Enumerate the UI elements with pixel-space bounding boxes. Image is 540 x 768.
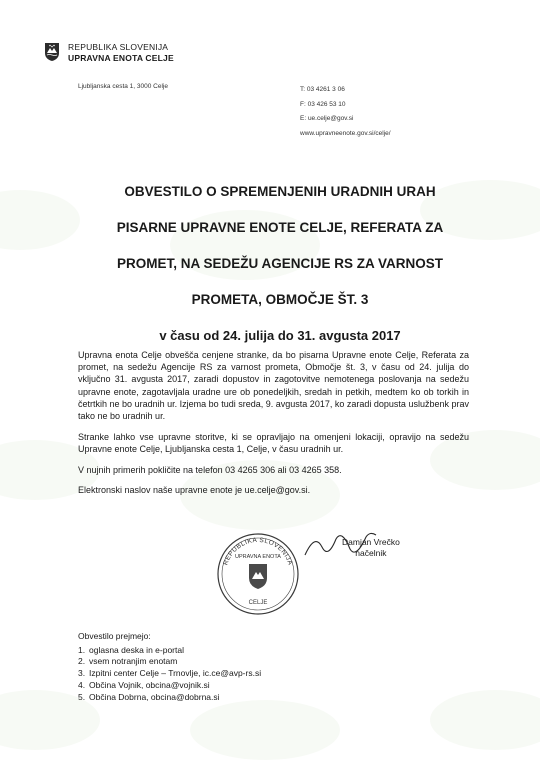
recipient-text: oglasna deska in e-portal	[89, 644, 184, 655]
body-paragraph: V nujnih primerih pokličite na telefon 03 4265 306 ali 03 4265 358.	[78, 464, 342, 475]
recipient-item	[78, 656, 261, 668]
email-address[interactable]: E: ue.celje@gov.si	[300, 115, 354, 122]
recipient-number: 5.	[78, 691, 86, 702]
organization-name	[68, 42, 174, 64]
recipient-text: Izpitni center Celje – Trnovlje, ic.ce@avp-rs.si	[89, 668, 262, 679]
distribution-list	[78, 631, 261, 703]
org-line-1: REPUBLIKA SLOVENIJA	[68, 42, 169, 52]
recipient-number: 3.	[78, 668, 86, 679]
seal-bottom-text: CELJE	[248, 600, 268, 606]
notice-body	[78, 349, 469, 505]
website-link[interactable]: www.upravneenote.gov.si/celje/	[300, 129, 391, 137]
recipient-item	[78, 645, 261, 657]
title-line-2: PISARNE UPRAVNE ENOTE CELJE, REFERATA ZA	[116, 220, 444, 235]
watermark-shape	[430, 690, 540, 750]
recipient-text: vsem notranjim enotam	[89, 656, 178, 667]
seal-arc-text: REPUBLIKA SLOVENIJA	[222, 536, 294, 567]
official-seal	[216, 532, 300, 616]
watermark-shape	[190, 700, 340, 760]
coat-of-arms-icon	[44, 42, 60, 62]
recipient-number: 4.	[78, 679, 86, 690]
title-line-4: PROMETA, OBMOČJE ŠT. 3	[191, 292, 369, 307]
recipient-text: Občina Vojnik, obcina@vojnik.si	[89, 679, 210, 690]
signatory-name: Damjan Vrečko	[342, 537, 400, 547]
contact-block	[300, 83, 391, 141]
recipient-item	[78, 680, 261, 692]
recipient-text: Občina Dobrna, obcina@dobrna.si	[89, 691, 220, 702]
signatory	[342, 537, 400, 559]
recipient-list	[78, 645, 261, 704]
title-line-1: OBVESTILO O SPREMENJENIH URADNIH URAH	[124, 184, 436, 199]
signatory-role: načelnik	[355, 548, 387, 558]
org-line-2: UPRAVNA ENOTA CELJE	[68, 53, 174, 63]
postal-address: Ljubljanska cesta 1, 3000 Celje	[78, 83, 168, 90]
seal-crest-icon	[249, 564, 267, 589]
recipient-number: 2.	[78, 656, 86, 667]
body-paragraph: Stranke lahko vse upravne storitve, ki se opravljajo na omenjeni lokaciji, opravijo na sedežu Upravne enote Celje, Ljubljanska cesta 1, Celje, v času uradnih ur.	[78, 431, 469, 454]
notice-period: v času od 24. julija do 31. avgusta 2017	[159, 328, 401, 343]
recipient-item	[78, 668, 261, 680]
fax-number: F: 03 426 53 10	[300, 100, 346, 108]
body-paragraph: Upravna enota Celje obvešča cenjene stranke, da bo pisarna Upravne enote Celje, Referata za promet, na sedežu Agencije RS za varnost prometa, Območje št. 3, v času od 24. julija do vključno 31. avgusta 2017, zaradi dopustov in zagotovitve nemotenega poslovanja na sedežu upravne enote, zagotavljala uradne ure ob ponedeljkih, sredah in petkih, medtem ko ob torkih in četrtkih ne bo uradnih ur. Izjema bo tudi sreda, 9. avgusta 2017, ko zaradi dopusta uslužbenk prav tako ne bo uradnih ur.	[78, 350, 469, 422]
body-paragraph: Elektronski naslov naše upravne enote je ue.celje@gov.si.	[78, 485, 311, 496]
seal-inner-text: UPRAVNA ENOTA	[235, 554, 281, 560]
recipient-item	[78, 692, 261, 704]
svg-text:REPUBLIKA SLOVENIJA	[222, 537, 293, 566]
phone-number: T: 03 4261 3 06	[300, 86, 345, 93]
distribution-heading: Obvestilo prejmejo:	[78, 631, 151, 641]
notice-title	[60, 174, 500, 354]
recipient-number: 1.	[78, 644, 86, 655]
title-line-3: PROMET, NA SEDEŽU AGENCIJE RS ZA VARNOST	[116, 256, 444, 271]
